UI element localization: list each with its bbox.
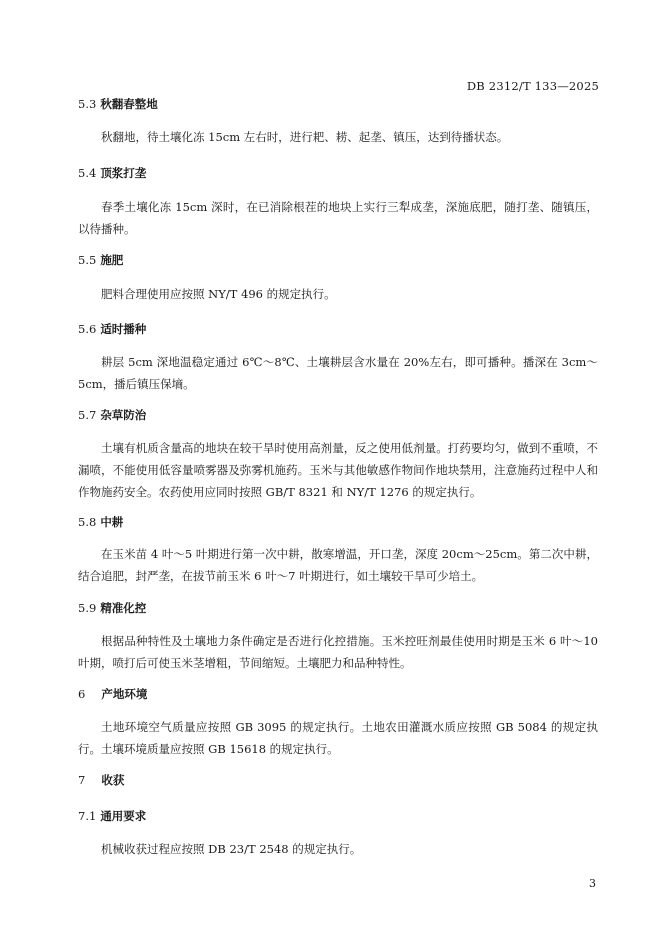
section-heading-5-5 bbox=[78, 252, 123, 268]
section-title: 秋翻春整地 bbox=[100, 97, 158, 111]
section-number: 5.5 bbox=[78, 253, 97, 267]
section-number: 5.8 bbox=[78, 515, 97, 529]
section-heading-5-4 bbox=[78, 165, 146, 181]
section-heading-7-1 bbox=[78, 808, 146, 824]
section-body-5-4: 春季土壤化冻 15cm 深时，在已消除根茬的地块上实行三犁成垄，深施底肥，随打垄、随镇压，以待播种。 bbox=[78, 200, 598, 236]
document-code: DB 2312/T 133—2025 bbox=[466, 79, 599, 93]
section-title: 产地环境 bbox=[101, 687, 148, 701]
section-heading-5-8 bbox=[78, 514, 123, 530]
section-title: 精准化控 bbox=[100, 601, 147, 615]
section-title: 适时播种 bbox=[100, 322, 147, 336]
section-number: 7 bbox=[78, 773, 86, 787]
section-body-5-9: 根据品种特性及土壤地力条件确定是否进行化控措施。玉米控旺剂最佳使用时期是玉米 6 叶～10 叶期，喷打后可使玉米茎增粗，节间缩短。土壤肥力和品种特性。 bbox=[78, 634, 598, 670]
section-body-5-5: 肥料合理使用应按照 NY/T 496 的规定执行。 bbox=[101, 287, 336, 301]
section-heading-5-7 bbox=[78, 407, 146, 423]
section-number: 5.6 bbox=[78, 322, 97, 336]
section-title: 通用要求 bbox=[100, 809, 147, 823]
section-title: 中耕 bbox=[100, 515, 124, 529]
section-heading-5-3 bbox=[78, 96, 158, 112]
section-number: 5.3 bbox=[78, 97, 97, 111]
section-number: 5.9 bbox=[78, 601, 97, 615]
section-body-5-7: 土壤有机质含量高的地块在较干旱时使用高剂量，反之使用低剂量。打药要均匀，做到不重喷，不漏喷，不能使用低容量喷雾器及弥雾机施药。玉米与其他敏感作物间作地块禁用，注意施药过程中人和作物施药安全。农药使用应同时按照 GB/T 8321 和 NY/T 1276 的规定执行。 bbox=[78, 441, 598, 499]
section-heading-5-9 bbox=[78, 600, 146, 616]
page-number: 3 bbox=[589, 877, 596, 890]
section-title: 顶浆打垄 bbox=[100, 166, 147, 180]
section-body-5-8: 在玉米苗 4 叶～5 叶期进行第一次中耕，散寒增温，开口垄，深度 20cm～25cm。第二次中耕，结合追肥，封严垄，在拔节前玉米 6 叶～7 叶期进行，如土壤较干旱可少培土。 bbox=[78, 547, 598, 583]
section-number: 6 bbox=[78, 687, 86, 701]
section-title: 杂草防治 bbox=[100, 408, 147, 422]
section-body-5-6: 耕层 5cm 深地温稳定通过 6℃～8℃、土壤耕层含水量在 20%左右，即可播种。播深在 3cm～5cm，播后镇压保墒。 bbox=[78, 355, 598, 391]
section-title: 收获 bbox=[101, 773, 125, 787]
section-heading-5-6 bbox=[78, 321, 146, 337]
section-title: 施肥 bbox=[100, 253, 124, 267]
section-number: 7.1 bbox=[78, 809, 97, 823]
section-heading-6 bbox=[78, 686, 147, 702]
section-number: 5.4 bbox=[78, 166, 97, 180]
section-body-6: 土地环境空气质量应按照 GB 3095 的规定执行。土地农田灌溉水质应按照 GB 5084 的规定执行。土壤环境质量应按照 GB 15618 的规定执行。 bbox=[78, 720, 598, 756]
section-number: 5.7 bbox=[78, 408, 97, 422]
section-body-7-1: 机械收获过程应按照 DB 23/T 2548 的规定执行。 bbox=[101, 842, 362, 856]
section-heading-7 bbox=[78, 772, 124, 788]
section-body-5-3: 秋翻地，待土壤化冻 15cm 左右时，进行耙、耢、起垄、镇压，达到待播状态。 bbox=[101, 130, 509, 144]
